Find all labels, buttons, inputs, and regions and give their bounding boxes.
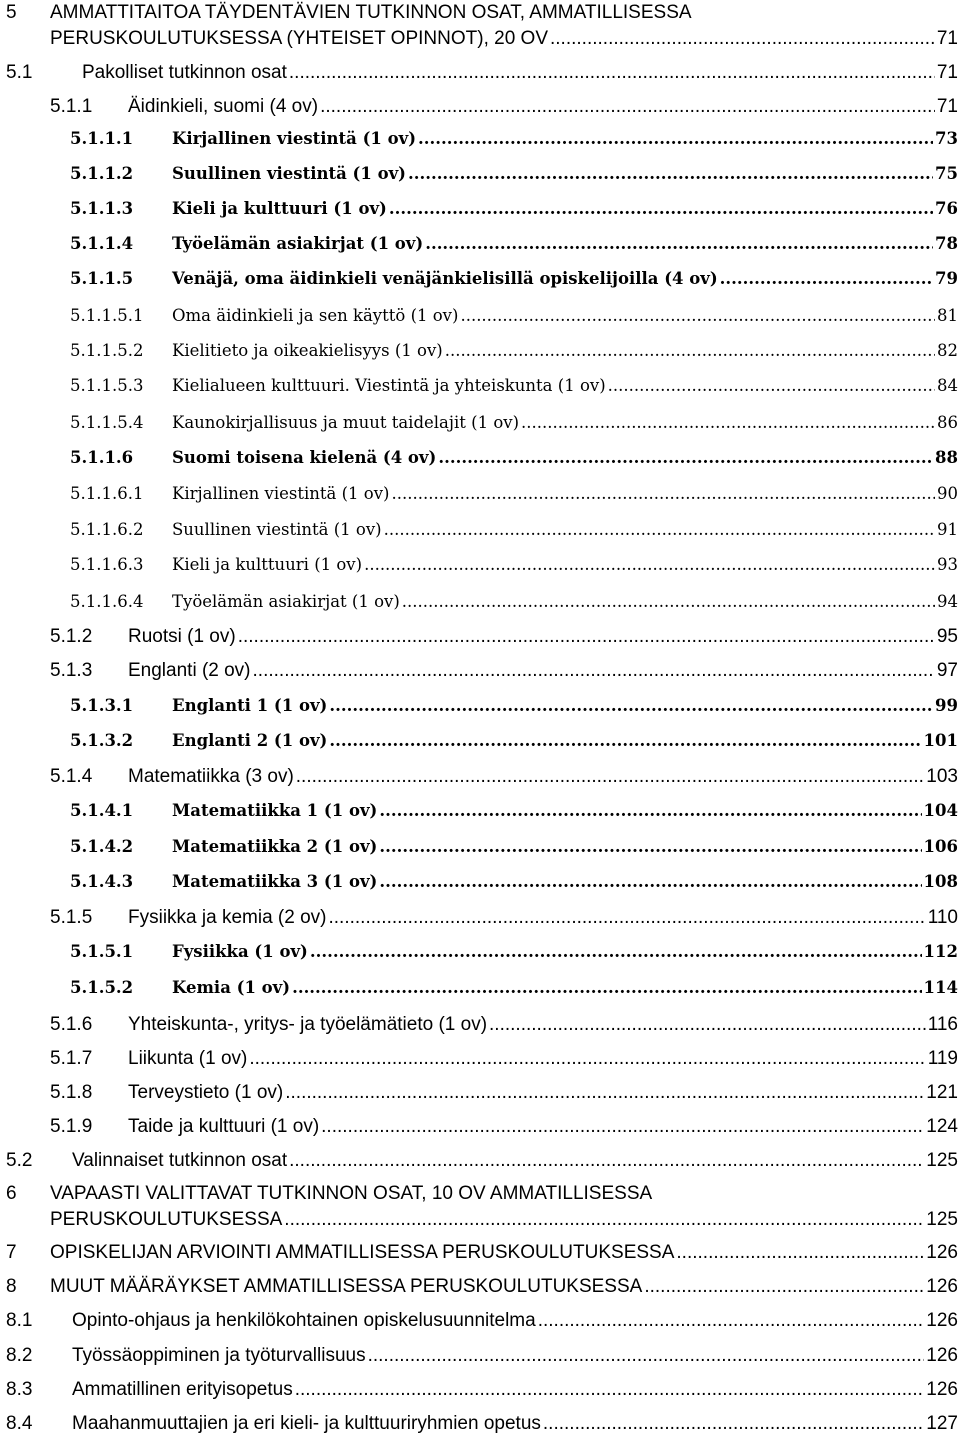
toc-entry-title: Englanti 2 (1 ov) [172, 731, 328, 750]
toc-entry-line [172, 129, 958, 148]
toc-entry-title: Oma äidinkieli ja sen käyttö (1 ov) [172, 306, 459, 325]
toc-entry-number: 5.1.4.3 [70, 872, 134, 891]
toc-entry-number: 5.1.7 [50, 1048, 93, 1069]
toc-entry-number: 5.1.1.6.4 [70, 592, 144, 611]
toc-entry-line [172, 520, 958, 539]
dot-leader [289, 1150, 924, 1172]
dot-leader [543, 1413, 924, 1435]
toc-entry-number: 5.1.1.6.3 [70, 555, 144, 574]
dot-leader [329, 907, 926, 929]
toc-entry-line [82, 62, 958, 84]
toc-entry-page-number: 114 [923, 978, 958, 997]
toc-entry-page-number: 108 [923, 872, 958, 891]
toc-entry[interactable] [0, 96, 960, 124]
toc-entry-number: 5.1.6 [50, 1014, 93, 1035]
toc-entry-title: Suomi toisena kielenä (4 ov) [172, 448, 437, 467]
toc-entry-title: Englanti (2 ov) [128, 660, 251, 681]
toc-entry-number: 5.1.9 [50, 1116, 93, 1137]
toc-entry[interactable] [0, 1413, 960, 1441]
toc-entry[interactable] [0, 269, 960, 297]
toc-entry-number: 5.1.3.1 [70, 696, 134, 715]
toc-entry-page-number: 125 [926, 1209, 958, 1230]
dot-leader [238, 626, 935, 648]
dot-leader [460, 306, 935, 325]
toc-entry[interactable] [0, 1379, 960, 1407]
toc-entry[interactable] [0, 413, 960, 441]
toc-entry-title: Fysiikka (1 ov) [172, 942, 308, 961]
dot-leader [538, 1310, 925, 1332]
toc-entry[interactable] [0, 1082, 960, 1110]
toc-entry-page-number: 121 [926, 1082, 958, 1103]
toc-entry-line [128, 1082, 958, 1104]
dot-leader [402, 592, 935, 611]
toc-entry[interactable] [0, 555, 960, 583]
dot-leader [644, 1276, 924, 1298]
toc-entry-page-number: 106 [923, 837, 958, 856]
toc-entry-number: 5.1.1.4 [70, 234, 134, 253]
dot-leader [284, 1209, 924, 1231]
toc-entry-number: 5.1.1.5.1 [70, 306, 144, 325]
dot-leader [425, 234, 933, 253]
toc-entry-page-number: 124 [926, 1116, 958, 1137]
toc-entry-number: 5 [6, 2, 17, 23]
toc-entry-number: 8.1 [6, 1310, 33, 1331]
toc-entry[interactable] [0, 1116, 960, 1144]
toc-entry-page-number: 95 [936, 626, 958, 647]
toc-entry-title: PERUSKOULUTUKSESSA (YHTEISET OPINNOT), 20 OV [50, 28, 548, 49]
toc-entry-page-number: 119 [927, 1048, 958, 1069]
toc-entry-number: 5.1.4.1 [70, 801, 134, 820]
toc-entry-number: 5.1.5 [50, 907, 93, 928]
toc-entry-number: 5.1.1.5.2 [70, 341, 144, 360]
toc-entry-number: 5.1.5.1 [70, 942, 134, 961]
dot-leader [384, 520, 935, 539]
toc-entry-line [172, 484, 958, 503]
toc-entry-title: Kielitieto ja oikeakielisyys (1 ov) [172, 341, 443, 360]
toc-entry-title: Pakolliset tutkinnon osat [82, 62, 287, 83]
dot-leader [253, 660, 935, 682]
toc-entry[interactable] [0, 837, 960, 865]
toc-entry-page-number: 71 [936, 62, 958, 83]
dot-leader [608, 376, 935, 395]
toc-entry-line [72, 1310, 958, 1332]
toc-entry-title: MUUT MÄÄRÄYKSET AMMATILLISESSA PERUSKOULUTUKSESSA [50, 1276, 643, 1297]
dot-leader [550, 28, 935, 50]
toc-entry-line [172, 872, 958, 891]
toc-entry-number: 5.1.2 [50, 626, 93, 647]
toc-entry-title: Yhteiskunta-, yritys- ja työelämätieto (1 ov) [128, 1014, 488, 1035]
dot-leader [310, 942, 922, 961]
toc-entry-title: Matematiikka 1 (1 ov) [172, 801, 378, 820]
toc-entry-page-number: 71 [936, 28, 958, 49]
toc-entry-number: 5.1.8 [50, 1082, 93, 1103]
dot-leader [676, 1242, 924, 1264]
toc-entry[interactable] [0, 592, 960, 620]
toc-entry-title: Englanti 1 (1 ov) [172, 696, 328, 715]
toc-entry-title: Työelämän asiakirjat (1 ov) [172, 592, 400, 611]
dot-leader [521, 413, 935, 432]
toc-entry-page-number: 73 [935, 129, 958, 148]
toc-entry-number: 5.2 [6, 1150, 33, 1171]
toc-entry-number: 5.1.1.5.3 [70, 376, 144, 395]
toc-entry-number: 5.1.4.2 [70, 837, 134, 856]
toc-entry-line [172, 837, 958, 856]
toc-entry[interactable] [0, 62, 960, 90]
toc-entry-number: 8 [6, 1276, 17, 1297]
toc-entry-page-number: 112 [923, 942, 958, 961]
toc-entry[interactable] [0, 872, 960, 900]
toc-entry-title: Terveystieto (1 ov) [128, 1082, 284, 1103]
toc-entry-line [172, 306, 958, 325]
toc-entry-title: Kaunokirjallisuus ja muut taidelajit (1 ov) [172, 413, 520, 432]
dot-leader [364, 555, 935, 574]
toc-entry-page-number: 78 [935, 234, 958, 253]
toc-entry[interactable] [0, 907, 960, 935]
toc-entry-line [172, 696, 958, 715]
dot-leader [489, 1014, 926, 1036]
toc-entry[interactable] [0, 942, 960, 970]
toc-entry[interactable] [0, 660, 960, 688]
toc-entry-number: 5.1.4 [50, 766, 93, 787]
toc-entry-title-line1: AMMATTITAITOA TÄYDENTÄVIEN TUTKINNON OSAT, AMMATILLISESSA [50, 2, 692, 23]
toc-entry-line [128, 1048, 958, 1070]
toc-entry-page-number: 94 [937, 592, 958, 611]
toc-entry-page-number: 75 [935, 164, 958, 183]
toc-entry-line [128, 1014, 958, 1036]
toc-entry[interactable] [0, 1276, 960, 1304]
toc-entry-title: OPISKELIJAN ARVIOINTI AMMATILLISESSA PERUSKOULUTUKSESSA [50, 1242, 675, 1263]
toc-entry-page-number: 110 [927, 907, 958, 928]
toc-entry-title: Kieli ja kulttuuri (1 ov) [172, 555, 363, 574]
dot-leader [292, 978, 921, 997]
dot-leader [285, 1082, 924, 1104]
toc-entry-line [72, 1345, 958, 1367]
toc-entry-number: 5.1.1.6.1 [70, 484, 144, 503]
toc-entry-line [172, 199, 958, 218]
toc-entry[interactable] [0, 626, 960, 654]
toc-entry[interactable] [0, 199, 960, 227]
toc-entry-line [50, 1276, 958, 1298]
toc-entry-page-number: 88 [935, 448, 958, 467]
toc-entry-page-number: 126 [926, 1345, 958, 1366]
toc-entry-line [172, 978, 958, 997]
toc-entry-title: Työssäoppiminen ja työturvallisuus [72, 1345, 366, 1366]
toc-entry-line [172, 164, 958, 183]
toc-entry-number: 5.1.3.2 [70, 731, 134, 750]
toc-entry-page-number: 76 [935, 199, 958, 218]
toc-entry-number: 8.3 [6, 1379, 33, 1400]
dot-leader [289, 62, 935, 84]
toc-entry[interactable] [0, 978, 960, 1006]
toc-entry[interactable] [0, 1310, 960, 1338]
toc-entry-title: Fysiikka ja kemia (2 ov) [128, 907, 327, 928]
toc-entry-number: 5.1.1.1 [70, 129, 134, 148]
toc-entry[interactable] [0, 484, 960, 512]
toc-entry-page-number: 97 [936, 660, 958, 681]
toc-entry-title: Ammatillinen erityisopetus [72, 1379, 293, 1400]
dot-leader [392, 484, 936, 503]
dot-leader [379, 801, 921, 820]
toc-entry-title: Kemia (1 ov) [172, 978, 291, 997]
toc-entry-page-number: 86 [937, 413, 958, 432]
dot-leader [368, 1345, 925, 1367]
dot-leader [296, 766, 925, 788]
dot-leader [408, 164, 933, 183]
toc-entry-line [128, 96, 958, 118]
toc-entry[interactable] [0, 341, 960, 369]
toc-entry-page-number: 90 [937, 484, 958, 503]
toc-entry-page-number: 125 [926, 1150, 958, 1171]
toc-entry-line [128, 1116, 958, 1138]
toc-entry-line [172, 592, 958, 611]
toc-entry-title: Kielialueen kulttuuri. Viestintä ja yhteiskunta (1 ov) [172, 376, 606, 395]
toc-entry[interactable] [0, 234, 960, 262]
toc-entry-page-number: 79 [935, 269, 958, 288]
toc-entry-page-number: 126 [926, 1379, 958, 1400]
toc-entry-title-line1: VAPAASTI VALITTAVAT TUTKINNON OSAT, 10 OV AMMATILLISESSA [50, 1183, 653, 1204]
toc-entry-line [72, 1150, 958, 1172]
dot-leader [445, 341, 935, 360]
toc-entry[interactable] [0, 1183, 960, 1239]
toc-entry[interactable] [0, 448, 960, 476]
toc-entry-line [128, 626, 958, 648]
toc-entry-line [172, 413, 958, 432]
toc-entry-title: Kirjallinen viestintä (1 ov) [172, 129, 417, 148]
toc-entry-page-number: 126 [926, 1276, 958, 1297]
toc-entry-title: Äidinkieli, suomi (4 ov) [128, 96, 319, 117]
toc-entry-line [72, 1413, 958, 1435]
toc-entry[interactable] [0, 129, 960, 157]
toc-entry-line [50, 1242, 958, 1264]
toc-entry-page-number: 81 [937, 306, 958, 325]
toc-entry-number: 6 [6, 1183, 17, 1204]
toc-entry-line [72, 1379, 958, 1401]
toc-entry-number: 8.4 [6, 1413, 33, 1434]
toc-entry-number: 5.1.1.5 [70, 269, 134, 288]
toc-entry-title: Työelämän asiakirjat (1 ov) [172, 234, 424, 253]
toc-entry[interactable] [0, 520, 960, 548]
toc-entry-number: 5.1.1.5.4 [70, 413, 144, 432]
toc-entry-title: Taide ja kulttuuri (1 ov) [128, 1116, 320, 1137]
toc-entry[interactable] [0, 376, 960, 404]
toc-entry-page-number: 91 [937, 520, 958, 539]
toc-entry-page-number: 103 [926, 766, 958, 787]
toc-entry-number: 5.1.1.6.2 [70, 520, 144, 539]
toc-entry[interactable] [0, 1014, 960, 1042]
dot-leader [438, 448, 933, 467]
toc-entry-title: Venäjä, oma äidinkieli venäjänkielisillä opiskelijoilla (4 ov) [172, 269, 718, 288]
toc-entry[interactable] [0, 1345, 960, 1373]
dot-leader [320, 96, 935, 118]
toc-entry[interactable] [0, 766, 960, 794]
toc-entry-title: Ruotsi (1 ov) [128, 626, 236, 647]
toc-entry[interactable] [0, 731, 960, 759]
toc-entry-line [172, 341, 958, 360]
toc-entry-number: 5.1.1.6 [70, 448, 134, 467]
toc-entry-title: Matematiikka 3 (1 ov) [172, 872, 378, 891]
toc-entry-line [172, 376, 958, 395]
toc-entry-page-number: 126 [926, 1310, 958, 1331]
toc-entry-number: 5.1.3 [50, 660, 93, 681]
toc-entry-line [172, 801, 958, 820]
dot-leader [329, 696, 933, 715]
toc-entry-page-number: 84 [937, 376, 958, 395]
toc-entry-title: Liikunta (1 ov) [128, 1048, 248, 1069]
toc-entry-page-number: 71 [936, 96, 958, 117]
toc-entry[interactable] [0, 1048, 960, 1076]
toc-entry-number: 8.2 [6, 1345, 33, 1366]
toc-entry-line [50, 28, 958, 50]
toc-entry-page-number: 99 [935, 696, 958, 715]
toc-entry-page-number: 93 [937, 555, 958, 574]
toc-entry[interactable] [0, 164, 960, 192]
toc-entry[interactable] [0, 2, 960, 58]
dot-leader [295, 1379, 925, 1401]
toc-entry[interactable] [0, 801, 960, 829]
toc-entry-line [50, 1209, 958, 1231]
toc-entry-title: Matematiikka (3 ov) [128, 766, 294, 787]
dot-leader [720, 269, 933, 288]
dot-leader [389, 199, 933, 218]
toc-entry-number: 5.1 [6, 62, 33, 83]
toc-entry-title: Matematiikka 2 (1 ov) [172, 837, 378, 856]
toc-entry-number: 7 [6, 1242, 17, 1263]
toc-entry[interactable] [0, 696, 960, 724]
toc-entry-line [172, 942, 958, 961]
toc-entry-page-number: 127 [926, 1413, 958, 1434]
toc-entry-title: Kirjallinen viestintä (1 ov) [172, 484, 390, 503]
toc-entry[interactable] [0, 306, 960, 334]
toc-entry-title: Maahanmuuttajien ja eri kieli- ja kulttuuriryhmien opetus [72, 1413, 541, 1434]
toc-entry-page-number: 104 [923, 801, 958, 820]
toc-entry-number: 5.1.1.3 [70, 199, 134, 218]
toc-entry-title: Suullinen viestintä (1 ov) [172, 164, 406, 183]
dot-leader [379, 837, 921, 856]
dot-leader [249, 1048, 925, 1070]
toc-entry-line [172, 731, 958, 750]
toc-entry-number: 5.1.1 [50, 96, 93, 117]
toc-entry-page-number: 116 [927, 1014, 958, 1035]
toc-entry-title: Valinnaiset tutkinnon osat [72, 1150, 288, 1171]
toc-entry-line [128, 907, 958, 929]
toc-entry-page-number: 82 [937, 341, 958, 360]
toc-entry-title: PERUSKOULUTUKSESSA [50, 1209, 283, 1230]
dot-leader [418, 129, 933, 148]
toc-entry-line [172, 448, 958, 467]
toc-entry-line [172, 269, 958, 288]
toc-entry-line [128, 766, 958, 788]
dot-leader [329, 731, 921, 750]
toc-entry-title: Opinto-ohjaus ja henkilökohtainen opiskelusuunnitelma [72, 1310, 536, 1331]
toc-entry-page-number: 101 [923, 731, 958, 750]
toc-entry-title: Suullinen viestintä (1 ov) [172, 520, 382, 539]
toc-entry-number: 5.1.1.2 [70, 164, 134, 183]
toc-entry[interactable] [0, 1242, 960, 1270]
toc-entry-line [172, 555, 958, 574]
dot-leader [379, 872, 921, 891]
toc-entry-number: 5.1.5.2 [70, 978, 134, 997]
toc-entry-line [128, 660, 958, 682]
toc-entry-title: Kieli ja kulttuuri (1 ov) [172, 199, 387, 218]
toc-entry[interactable] [0, 1150, 960, 1178]
dot-leader [321, 1116, 924, 1138]
toc-entry-page-number: 126 [926, 1242, 958, 1263]
toc-entry-line [172, 234, 958, 253]
